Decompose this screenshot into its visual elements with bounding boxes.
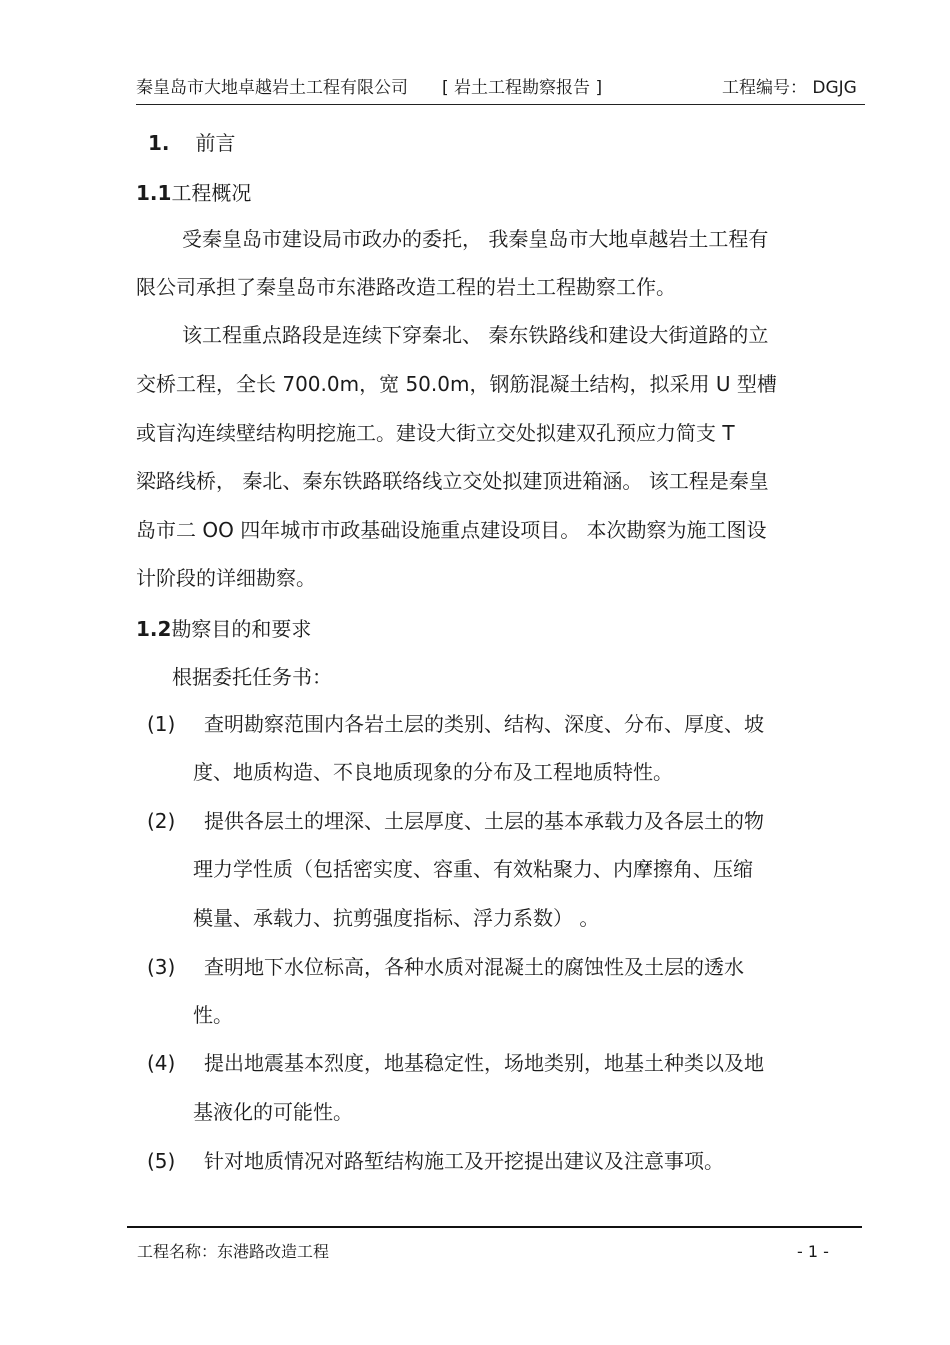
footer-rule xyxy=(127,1226,862,1228)
item-line: 基液化的可能性。 xyxy=(193,1100,353,1124)
item-number: (3) xyxy=(147,955,176,979)
subsection-1-1-heading xyxy=(136,178,251,208)
item-number: (1) xyxy=(147,712,176,736)
paragraph-line: 或盲沟连续壁结构明挖施工。建设大街立交处拟建双孔预应力简支 T xyxy=(136,421,735,445)
subsection-title: 勘察目的和要求 xyxy=(171,617,312,641)
header-doc-type: [ 岩土工程勘察报告 ] xyxy=(442,78,603,98)
paragraph-line: 梁路线桥， 秦北、秦东铁路联络线立交处拟建顶进箱涵。 该工程是秦皇 xyxy=(136,469,769,493)
paragraph-line: 受秦皇岛市建设局市政办的委托， 我秦皇岛市大地卓越岩土工程有 xyxy=(182,227,769,251)
page-number: - 1 - xyxy=(797,1242,829,1261)
item-line: 模量、承载力、抗剪强度指标、浮力系数） 。 xyxy=(193,906,600,930)
item-line: 提供各层土的埋深、土层厚度、土层的基本承载力及各层土的物 xyxy=(204,809,764,833)
section-number: 1. xyxy=(148,131,170,155)
paragraph-line: 该工程重点路段是连续下穿秦北、 秦东铁路线和建设大街道路的立 xyxy=(182,323,769,347)
paragraph-line: 交桥工程，全长 700.0m，宽 50.0m，钢筋混凝土结构，拟采用 U 型槽 xyxy=(136,372,777,396)
item-line: 理力学性质（包括密实度、容重、有效粘聚力、内摩擦角、压缩 xyxy=(193,857,753,881)
header-company: 秦皇岛市大地卓越岩土工程有限公司 xyxy=(136,78,408,98)
paragraph-line: 限公司承担了秦皇岛市东港路改造工程的岩土工程勘察工作。 xyxy=(136,275,676,299)
item-line: 查明地下水位标高，各种水质对混凝土的腐蚀性及土层的透水 xyxy=(204,955,744,979)
item-line: 度、地质构造、不良地质现象的分布及工程地质特性。 xyxy=(193,760,673,784)
paragraph-line: 计阶段的详细勘察。 xyxy=(136,566,316,590)
section-1-heading xyxy=(148,128,236,158)
header-rule xyxy=(136,104,865,105)
item-line: 查明勘察范围内各岩土层的类别、结构、深度、分布、厚度、坡 xyxy=(204,712,764,736)
subsection-1-2-heading xyxy=(136,614,311,644)
item-number: (5) xyxy=(147,1149,176,1173)
section-title: 前言 xyxy=(195,131,236,155)
subsection-title: 工程概况 xyxy=(171,181,252,205)
subsection-number: 1.1 xyxy=(136,181,172,205)
subsection-number: 1.2 xyxy=(136,617,172,641)
item-line: 针对地质情况对路堑结构施工及开挖提出建议及注意事项。 xyxy=(204,1149,724,1173)
item-line: 性。 xyxy=(193,1003,233,1027)
paragraph-line: 岛市二 OO 四年城市市政基础设施重点建设项目。 本次勘察为施工图设 xyxy=(136,518,767,542)
item-line: 提出地震基本烈度，地基稳定性，场地类别，地基土种类以及地 xyxy=(204,1051,764,1075)
requirements-intro: 根据委托任务书： xyxy=(172,665,332,689)
header-project-no: 工程编号： DGJG xyxy=(722,78,857,98)
item-number: (2) xyxy=(147,809,176,833)
item-number: (4) xyxy=(147,1051,176,1075)
footer-project-name: 工程名称：东港路改造工程 xyxy=(137,1242,330,1261)
